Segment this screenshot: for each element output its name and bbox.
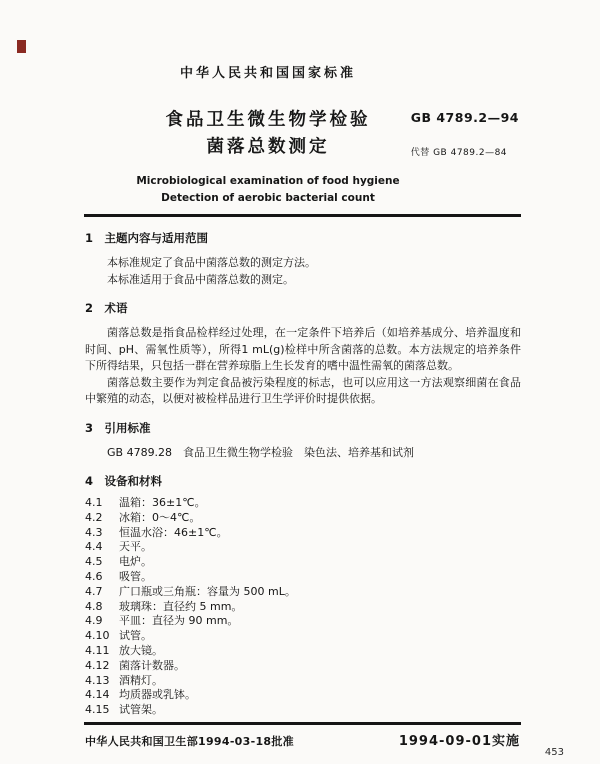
paragraph: 本标准适用于食品中菌落总数的测定。 [107, 272, 294, 286]
equipment-item-number: 4.2 [85, 510, 103, 524]
section-references [85, 420, 521, 462]
equipment-item-number: 4.14 [85, 688, 110, 702]
equipment-item-text: 温箱：36±1℃。 [119, 496, 206, 509]
english-title-block [85, 173, 451, 207]
document-body [85, 230, 521, 718]
equipment-item-number: 4.9 [85, 614, 103, 628]
equipment-item-number: 4.12 [85, 658, 110, 672]
equipment-item-text: 吸管。 [119, 569, 152, 583]
equipment-item-number: 4.8 [85, 599, 103, 613]
document-title-line1: 食品卫生微生物学检验 [165, 110, 371, 130]
equipment-item [85, 600, 521, 615]
standard-code-block [411, 110, 519, 158]
equipment-item [85, 644, 521, 659]
equipment-item-number: 4.1 [85, 496, 103, 509]
header-title-block [85, 62, 451, 207]
equipment-list [85, 496, 521, 718]
equipment-item [85, 614, 521, 629]
replaces-note: 代替 GB 4789.2—84 [410, 148, 508, 158]
equipment-item-text: 平皿：直径为 90 mm。 [119, 614, 239, 628]
section-heading: 4 设备和材料 [85, 474, 163, 488]
equipment-item-text: 广口瓶或三角瓶：容量为 500 mL。 [119, 584, 296, 598]
equipment-item-number: 4.10 [85, 629, 110, 643]
equipment-item-number: 4.4 [85, 540, 103, 554]
standard-label: 中华人民共和国国家标准 [179, 66, 356, 81]
equipment-item [85, 526, 521, 541]
section-scope [85, 230, 521, 288]
equipment-item-number: 4.7 [85, 584, 103, 598]
document-header [85, 62, 521, 207]
footer-divider [84, 722, 521, 725]
section-equipment [85, 473, 521, 718]
equipment-item [85, 659, 521, 674]
equipment-item [85, 496, 521, 511]
equipment-item [85, 703, 521, 718]
equipment-item [85, 540, 521, 555]
equipment-item-text: 试管。 [119, 629, 152, 643]
implementation-date: 1994-09-01实施 [398, 734, 520, 749]
equipment-item-number: 4.3 [85, 525, 103, 539]
english-title-line1: Microbiological examination of food hygiene [136, 175, 400, 187]
equipment-item-number: 4.13 [85, 673, 110, 687]
section-heading: 3 引用标准 [85, 420, 151, 435]
standard-code: GB 4789.2—94 [410, 110, 519, 125]
equipment-item-text: 恒温水浴：46±1℃。 [119, 525, 228, 539]
paragraph: 菌落总数是指食品检样经过处理，在一定条件下培养后（如培养基成分、培养温度和时间、pH、需氧性质等），所得1 mL(g)检样中所含菌落的总数。本方法规定的培养条件下所得结果，只包括一群在营养琼脂上生长发育的嗜中温性需氧的菌落总数。 [85, 326, 521, 372]
section-terminology [85, 300, 521, 408]
equipment-item-text: 电炉。 [119, 555, 152, 569]
equipment-item-number: 4.11 [85, 643, 110, 657]
equipment-item [85, 585, 521, 600]
equipment-item-number: 4.15 [85, 703, 110, 717]
paragraph: 本标准规定了食品中菌落总数的测定方法。 [107, 256, 316, 269]
equipment-item-number: 4.6 [85, 569, 103, 583]
equipment-item-text: 菌落计数器。 [119, 658, 185, 672]
section-heading: 2 术语 [85, 301, 128, 315]
equipment-item [85, 570, 521, 585]
equipment-item-text: 冰箱：0～4℃。 [119, 510, 201, 524]
referenced-standard: GB 4789.28 食品卫生微生物学检验 染色法、培养基和试剂 [107, 445, 415, 459]
equipment-item-text: 试管架。 [119, 703, 163, 717]
chinese-title-block [85, 107, 451, 161]
equipment-item [85, 629, 521, 644]
approval-note: 中华人民共和国卫生部1994-03-18批准 [85, 735, 294, 748]
equipment-item-text: 玻璃珠：直径约 5 mm。 [119, 599, 243, 613]
english-title-line2: Detection of aerobic bacterial count [161, 192, 375, 204]
document-title-line2: 菌落总数测定 [206, 137, 330, 157]
document-footer [85, 730, 520, 749]
equipment-item [85, 511, 521, 526]
header-divider [84, 214, 521, 217]
scan-artifact [17, 40, 26, 53]
equipment-item-text: 均质器或乳钵。 [119, 688, 196, 702]
equipment-item-text: 酒精灯。 [119, 673, 163, 687]
equipment-item-text: 天平。 [119, 540, 152, 554]
equipment-item [85, 555, 521, 570]
equipment-item [85, 674, 521, 689]
equipment-item-text: 放大镜。 [119, 643, 163, 657]
paragraph: 菌落总数主要作为判定食品被污染程度的标志，也可以应用这一方法观察细菌在食品中繁殖的动态，以便对被检样品进行卫生学评价时提供依据。 [85, 375, 521, 405]
section-heading: 1 主题内容与适用范围 [85, 231, 209, 245]
equipment-item [85, 688, 521, 703]
equipment-item-number: 4.5 [85, 555, 103, 569]
page-number: 453 [544, 747, 564, 758]
